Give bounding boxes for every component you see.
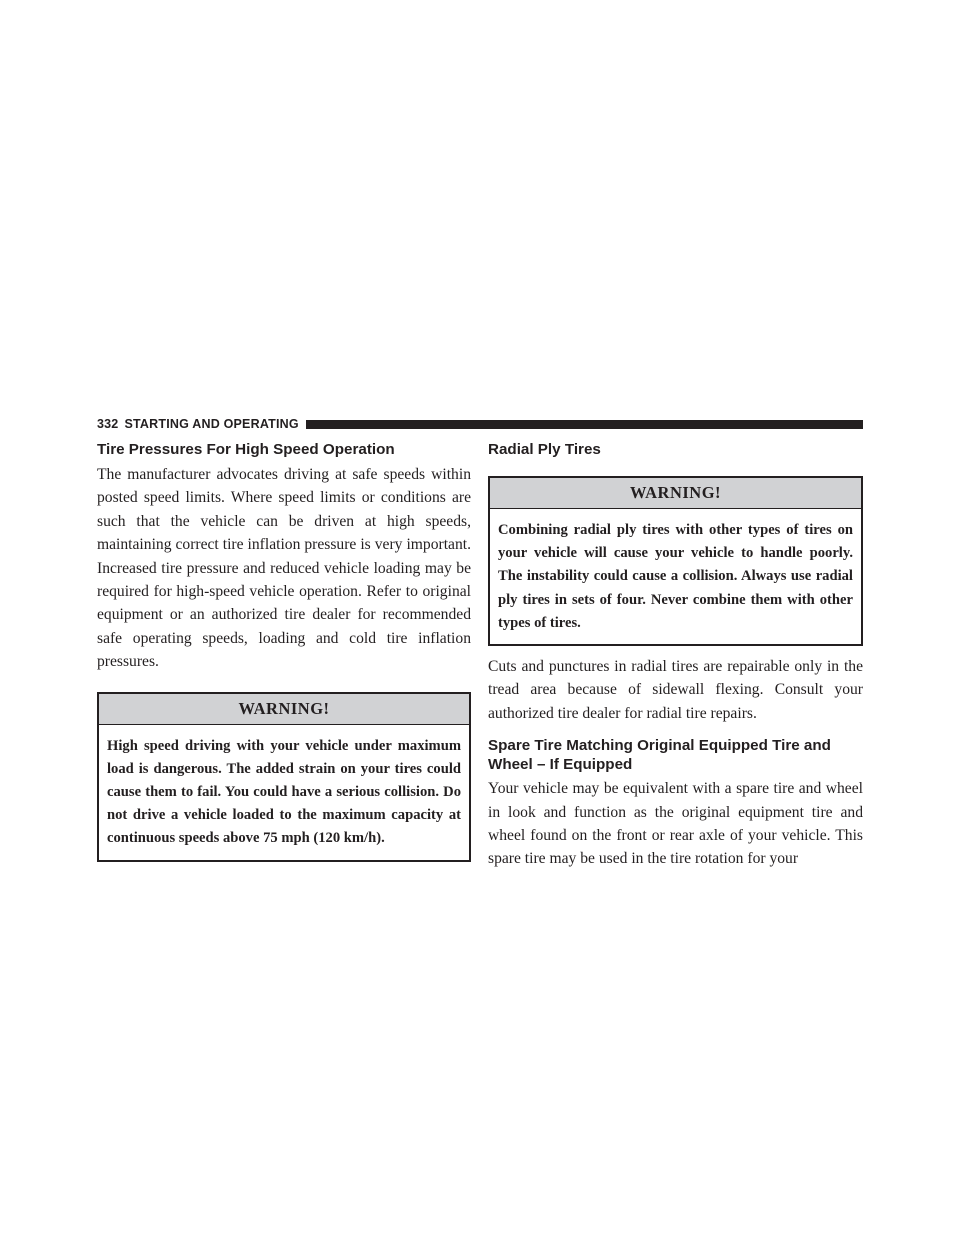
warning-title: WARNING! — [99, 694, 469, 725]
warning-text: High speed driving with your vehicle under maximum load is dangerous. The added strain on your tires could cause them to fail. You could have a serious collision. Do not drive a vehicle loaded to the maximum capacity at continuous speeds above 75 mph (120 km/h). — [107, 737, 461, 847]
left-column — [97, 440, 471, 862]
section-heading: Tire Pressures For High Speed Operation — [97, 441, 395, 458]
page-number: 332 — [97, 417, 119, 431]
header-rule — [306, 420, 863, 429]
warning-title: WARNING! — [490, 478, 861, 509]
body-paragraph: Cuts and punctures in radial tires are repairable only in the tread area because of sidewall flexing. Consult your authorized tire dealer for radial tire repairs. — [488, 658, 863, 722]
section-title: STARTING AND OPERATING — [124, 417, 299, 431]
body-paragraph: The manufacturer advocates driving at safe speeds within posted speed limits. Where speed limits or conditions are such that the vehicle can be driven at high speeds, maintaining correct tire inflation pressure is very important. Increased tire pressure and reduced vehicle loading may be required for high-speed vehicle operation. Refer to original equipment or an authorized tire dealer for recommended safe operating speeds, loading and cold tire inflation pressures. — [97, 466, 471, 671]
warning-text: Combining radial ply tires with other types of tires on your vehicle will cause your vehicle to handle poorly. The instability could cause a collision. Always use radial ply tires in sets of four. Never combine them with other types of tires. — [498, 522, 853, 631]
body-paragraph: Your vehicle may be equivalent with a spare tire and wheel in look and function as the original equipment tire and wheel found on the front or rear axle of your vehicle. This spare tire may be used in the tire rotation for your — [488, 780, 863, 868]
warning-box — [97, 692, 471, 862]
subsection-heading: Spare Tire Matching Original Equipped Tire and Wheel – If Equipped — [488, 737, 831, 774]
right-column — [488, 440, 863, 871]
section-heading: Radial Ply Tires — [488, 441, 601, 458]
page-header — [97, 416, 863, 432]
warning-box — [488, 476, 863, 646]
